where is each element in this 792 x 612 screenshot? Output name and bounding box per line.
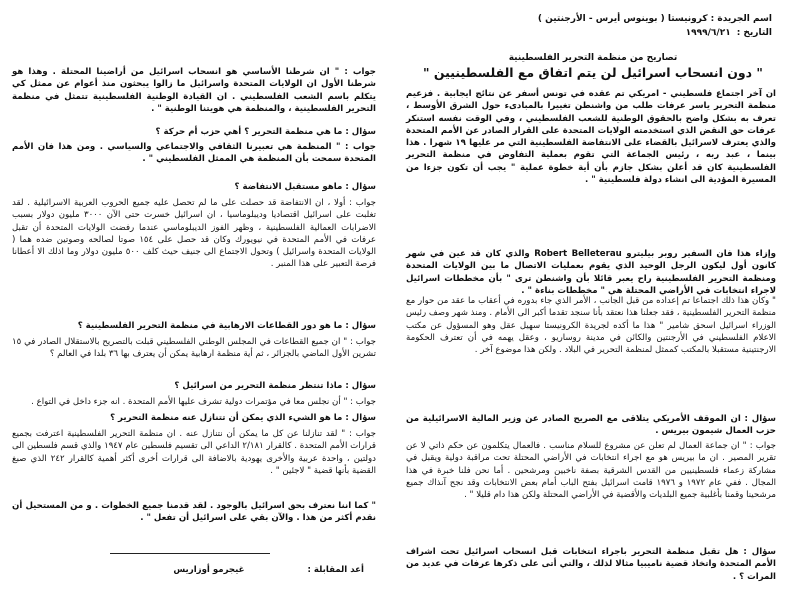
question-text: سؤال : ماذا تنتظر منظمة التحرير من اسرائيل ؟ [174,381,376,391]
question-concessions [12,412,376,427]
question-bereez [406,413,776,441]
question-text: سؤال : هل تقبل منظمة التحرير باجراء انتخابات قبل انسحاب اسرائيل تحت اشراف الأمم المتحدة واتخاذ قضية ناميبيا مثالا لذلك ، والتي أتى على ذكرها عرفات في عديد من المرات ؟ . [406,547,776,582]
answer-text: جواب : " ان شرطنا الأساسي هو انسحاب اسرائيل من أراضينا المحتلة . وهذا هو شرطنا الأول ان الولايات المتحدة واسرائيل ما زالوا يبحثون منذ أعوام عن ممثل كي يتكلم باسم الشعب الفلسطيني . ان القيادة الوطنية الفلسطينية تتمثل في منظمة التحرير الفلسطينية ، والمنظمة هي هويتنا الوطنية " . [12,67,376,114]
paragraph-text: ان آخر اجتماع فلسطيني - امريكي تم عقده في تونس أسفر عن نتائج ايجابية . فزعيم منظمة التحرير ياسر عرفات طلب من واشنطن تغييرا بالمبادىء حول الشرق الأوسط ، تعرف به بشكل واضح بالحقوق الوطنية للشعب الفلسطيني ، وفي الوقت نفسه استنكر عرفات حق النقض الذي استخدمته الولايات المتحدة على القرار الصادر عن الأمم المتحدة والذي يعترف لاسرائيل بالقضاء على الانتفاضة الفلسطينية التي مر عليها ١٩ شهرا . هذا بينما ، عبد ربه ، رئيس الجماعة التي تقوم بعملية التفاوض في منظمة التحرير الفلسطينية كان قد أعلن بشكل جازم بأن أية خطوة عملية " يجب أن تكون جزءا من المسيرة المؤدية الى انشاء دولة فلسطينية " . [406,89,776,186]
signature-divider [110,553,270,554]
question-factions [12,320,376,335]
answer-concessions [12,428,376,480]
answer-withdrawal [12,66,376,118]
article-paragraph-3 [406,295,776,359]
article-headline: " دون انسحاب اسرائيل لن يتم اتفاق مع الفلسطينيين " [423,65,763,80]
answer-text: جواب : " ان جميع القطاعات في المجلس الوطني الفلسطيني قبلت بالتصريح بالاستقلال الصادر في ١٥ تشرين الأول الماضي بالجزائر ، ثم أية منظمة ارهابية يمكن أن يعترف بها ٣٦ بلدا في العالم ؟ [12,337,376,360]
question-plo-nature [12,126,376,141]
newspaper-name: اسم الجريدة : كرونيستا ( بوينوس أيرس - الأرجنتين ) [537,14,772,24]
answer-factions [12,336,376,364]
signature-label: أعد المقابلة : [307,565,364,575]
question-text: سؤال : ما هو الشيء الذي يمكن أن تتنازل عنه منظمة التحرير ؟ [110,413,376,423]
left-column [10,0,382,612]
signature-name: غيجرمو أوزاريس [173,565,245,575]
date-line [680,27,772,40]
answer-text: " كما اننا نعترف بحق اسرائيل بالوجود . لقد قدمنا جميع الخطوات . و من المستحيل أن نقدم أكثر من هذا . والآن بقي على اسرائيل أن تفعل " . [12,501,376,524]
answer-text: جواب : " ان جماعة العمال لم تعلن عن مشروع للسلام مناسب . فالعمال يتكلمون عن حكم ذاتي لا عن تقرير المصير . ان ما بيريس هو مع اجراء انتخابات في الأراضي المحتلة تحت مراقبة دولية ويقبل في مشاركة زعماء فلسطينيين من القدس الشرقية بصفة ناخبين ومرشحين . أما نحن فلنا خبرة في هذا المجال . ففي عام ١٩٧٢ و ١٩٧٦ قامت اسرائيل بفتح الباب أمام بعض الانتخابات وقد نجح آنذاك جميع مرشحينا وقمنا بأغلبية جميع البلديات والأقضية في الأراضي المحتلة ولكن هذا دام قليلا " . [406,441,776,501]
answer-text: جواب : أولا ، ان الانتفاضة قد حصلت على ما لم تحصل عليه جميع الحروب العربية الاسرائيلية . لقد تغلبت على اسرائيل اقتصاديا وديبلوماسيا ، ان اسرائيل خسرت حتى الآن ٣٠٠٠ مليون دولار بسبب الاضرابات العمالية الفلسطينية ، وظهر الفوز الديبلوماسي عندما رفضت الولايات المتحدة أن تقبل عرفات في الأمم المتحدة في نيويورك وكان قد حصل على ١٥٤ صوتا لصالحه وصوتين ضده هما ( الولايات المتحدة واسرائيل ) وتحول الاجتماع الى جنيف حيث كلف ٥٠٠ مليون دولار وما اذلك الا أعطانا فرصة التعبير على هذا المنبر . [12,198,377,270]
article-kicker: تصاريح من منظمة التحرير الفلسطينية [508,53,678,63]
date-label: التاريخ : [736,28,772,38]
date-value: ١٩٩٩/٦/٢١ [685,28,731,38]
question-text: سؤال : ان الموقف الأمريكي يتلاقى مع الصريح الصادر عن وزير المالية الاسرائيلية من حزب العمال شيمون بيريس . [406,414,776,437]
answer-text: جواب : " المنظمة هي تعبيرنا الثقافي والاجتماعي والسياسي . ومن هذا فان الأمم المتحدة سمحت بأن المنظمة هي الممثل الفلسطيني " . [12,142,376,165]
answer-recognition [12,500,376,528]
article-paragraph-2 [406,248,776,300]
question-intifada [12,181,376,196]
answer-plo-nature [12,141,376,169]
answer-expectations [12,396,376,411]
answer-intifada [12,197,376,274]
paragraph-text: " وكان هذا ذلك اجتماعا تم إعداده من قبل الجانب ، الأمر الذي جاء بدوره في أعقاب ما عقد من حوار مع منظمة التحرير الفلسطينية ، فقد جعلنا هذا نعتقد بأنا سنجد تقدما أكبر الى الأمام . ومنذ شهر وصف رئيس الوزراء اسرائيل اسحق شامير " هذا ما أكده لجريدة الكرونيستا سهيل عقل وهو المسؤول عن مكتب الاعلام الفلسطيني في الأرجنتين والكائن في مدينة روساريو ، وعقل يهمه في أن تعترف الحكومة الارجنتينية مستقبلا بالمكتب كممثل لمنظمة التحرير في البلاد . ولكن هذا موضوع آخر . [406,296,776,356]
question-text: سؤال : ما هي منظمة التحرير ؟ أهي حزب أم حركة ؟ [155,127,376,137]
question-elections [406,546,776,586]
answer-text: جواب : " أن نجلس معا في مؤتمرات دولية تشرف عليها الأمم المتحدة . انه جزء داخل في التواع . [31,397,376,407]
answer-labour [406,440,776,504]
interviewer-credit [30,564,364,576]
paragraph-text: وإزاء هذا فان السفير روبر بيليترو Robert Belleterau والذي كان قد عين في شهر كانون أول ليكون الرجل الوحيد الذي يقوم بعمليات الاتصال ما بين الولايات المتحدة ومنظمة التحرير الفلسطينية راح يعبر قائلا بأن واشنطن ترى " بأن مخططات اسرائيل لاجراء انتخابات في الأراضي المحتلة هي " مخططات بناءة " . [406,249,776,296]
article-paragraph-1 [406,88,776,189]
answer-text: جواب : " لقد تنازلنا عن كل ما يمكن أن نتنازل عنه . ان منظمة التحرير الفلسطينية اعترفت بجميع قرارات الأمم المتحدة . كالقرار ٢/١٨١ الداعي الى تقسيم فلسطين عام ١٩٤٧ والذي قسم فلسطين الى دولتين ، واحدة عربية والأخرى يهودية بالاضافة الى قرارات أخرى أكثر أهمية كالقرار ٢٤٢ الذي صبغ القضية بأنها قضية " لاجئين " . [12,429,377,476]
question-text: سؤال : ماهو مستقبل الانتفاضة ؟ [234,182,376,192]
right-column [404,0,782,612]
question-expectations [12,380,376,395]
question-text: سؤال : ما هو دور القطاعات الارهابية في منظمة التحرير الفلسطينية ؟ [77,321,376,331]
